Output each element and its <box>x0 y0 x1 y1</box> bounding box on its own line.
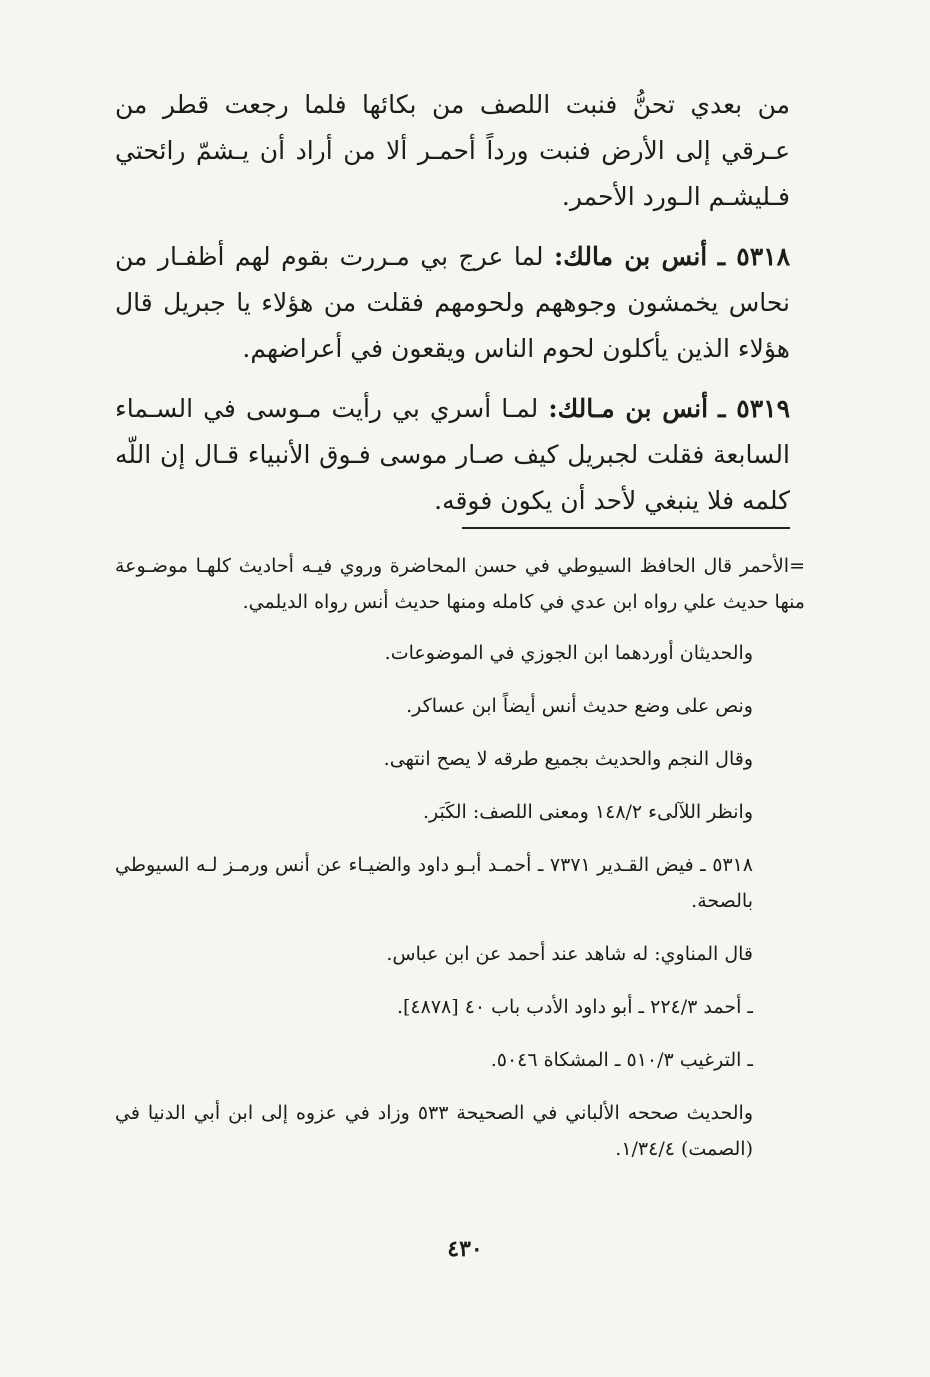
paragraph-continuation: من بعدي تحنُّ فنبت اللصف من بكائها فلما رجعت قطر من عـرقي إلى الأرض فنبت ورداً أحمـر ألا من أراد أن يـشمّ رائحتي فـليشـم الـورد الأحمر. <box>115 90 790 211</box>
footnote-line: ـ أحمد ٢٢٤/٣ ـ أبو داود الأدب باب ٤٠ [٤٨٧٨]. <box>396 996 753 1018</box>
footnote-line: قال المناوي: له شاهد عند أحمد عن ابن عباس. <box>386 943 753 965</box>
hadith-number: ٥٣١٨ ـ <box>717 242 791 271</box>
footnote-line: =الأحمر قال الحافظ السيوطي في حسن المحاضرة وروي فيـه أحاديث كلهـا موضـوعة منها حديث علي رواه ابن عدي في كامله ومنها حديث أنس رواه الديلمي. <box>115 555 805 613</box>
footnote-line: والحديث صححه الألباني في الصحيحة ٥٣٣ وزاد في عزوه إلى ابن أبي الدنيا في (الصمت) ١/٣٤/٤. <box>115 1102 754 1160</box>
footnote-line: ونص على وضع حديث أنس أيضاً ابن عساكر. <box>406 695 753 717</box>
hadith-5318 <box>115 234 790 372</box>
hadith-text: لما عرج بي مـررت بقوم لهم أظفـار من نحاس يخمشون وجوههم ولحومهم فقلت من هؤلاء يا جبريل قال هؤلاء الذين يأكلون لحوم الناس ويقعون في أعراضهم. <box>115 242 790 363</box>
footnote-line: وانظر اللآلىء ١٤٨/٢ ومعنى اللصف: الكَبَر. <box>422 801 753 823</box>
hadith-text: لمـا أسري بي رأيت مـوسى في السـماء السابعة فقلت لجبريل كيف صـار موسى فـوق الأنبياء قـال إن اللّه كلمه فلا ينبغي لأحد أن يكون فوقه. <box>115 394 790 515</box>
main-text <box>115 82 790 538</box>
hadith-number: ٥٣١٩ ـ <box>718 394 790 423</box>
footnote-line: ٥٣١٨ ـ فيض القـدير ٧٣٧١ ـ أحمـد أبـو داود والضيـاء عن أنس ورمـز لـه السيوطي بالصحة. <box>115 854 754 912</box>
hadith-narrator: أنس بن مـالك: <box>548 394 709 423</box>
footnote-divider <box>462 527 790 529</box>
footnote-line: والحديثان أوردهما ابن الجوزي في الموضوعات. <box>384 642 753 664</box>
page-number: ٤٣٠ <box>447 1236 483 1262</box>
footnotes <box>115 548 805 1184</box>
footnote-line: وقال النجم والحديث بجميع طرقه لا يصح انتهى. <box>383 748 753 770</box>
hadith-5319 <box>115 386 790 524</box>
hadith-narrator: أنس بن مالك: <box>554 242 708 271</box>
footnote-line: ـ الترغيب ٥١٠/٣ ـ المشكاة ٥٠٤٦. <box>490 1049 753 1071</box>
